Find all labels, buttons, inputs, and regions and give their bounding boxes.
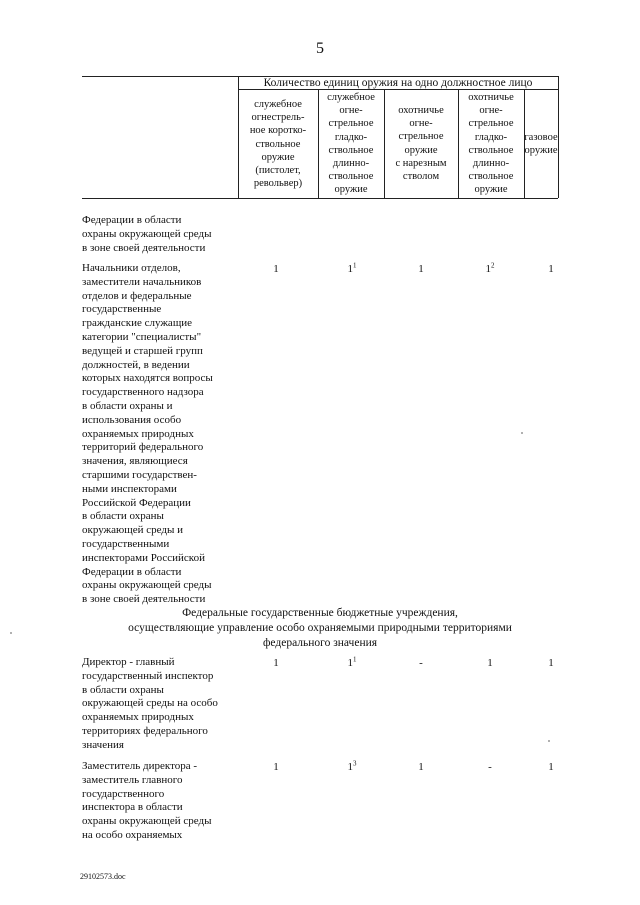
cell-value: 1 — [548, 761, 554, 773]
footnote-marker: 2 — [491, 261, 495, 270]
cell-value: 1 — [418, 761, 424, 773]
table-cell — [470, 263, 510, 275]
table-cell — [401, 263, 441, 275]
cell-value: 1 — [273, 657, 279, 669]
table-cell — [470, 657, 510, 669]
table-cell — [531, 263, 571, 275]
cell-value: - — [488, 761, 492, 773]
row-label: Федерации в области охраны окружающей среды в зоне своей деятельности — [82, 214, 212, 254]
column-header: охотничье огне- стрельное гладко- ствольное длинно- ствольное оружие — [468, 92, 514, 196]
footnote-marker: 3 — [353, 759, 357, 768]
row-label: Директор - главный государственный инспектор в области охраны окружающей среды на особо охраняемых природных территориях федерального значения — [82, 656, 218, 751]
group-header-rule — [238, 89, 558, 90]
table-cell — [332, 263, 372, 275]
column-header: газовое оружие — [524, 132, 558, 157]
row-label: Начальники отделов, заместители начальников отделов и федеральные государственные гражданские служащие категории "специалисты" ведущей и старшей групп должностей, в ведении которых находятся вопросы государственного надзора в области охраны и использования особо охраняемых природных территорий федерального значения, являющиеся старшими государствен- ными инспекторами Российской Федерации в области охраны окружающей среды и государственными инспекторами Российской Федерации в области охраны окружающей среды в зоне своей деятельности — [82, 262, 213, 606]
cell-value: - — [419, 657, 423, 669]
scan-speck — [10, 632, 12, 634]
column-header: охотничье огне- стрельное оружие с нарезным стволом — [395, 105, 447, 183]
col-divider — [558, 76, 559, 198]
cell-value: 1 — [418, 263, 424, 275]
table-cell — [531, 761, 571, 773]
scan-speck — [548, 740, 550, 742]
table-cell — [401, 761, 441, 773]
row-label: Заместитель директора - заместитель главного государственного инспектора в области охраны окружающей среды на особо охраняемых — [82, 760, 212, 841]
cell-value: 1 — [273, 761, 279, 773]
column-header: служебное огне- стрельное гладко- ствольное длинно- ствольное оружие — [327, 92, 375, 196]
footnote-marker: 1 — [353, 261, 357, 270]
cell-value: 1 — [347, 657, 353, 669]
cell-value: 1 — [347, 263, 353, 275]
document-filename: 29102573.doc — [80, 872, 126, 881]
scan-speck — [521, 432, 523, 434]
table-header-bottom-rule — [82, 198, 558, 199]
table-cell — [531, 657, 571, 669]
table-cell — [256, 263, 296, 275]
cell-value: 1 — [548, 657, 554, 669]
table-cell — [332, 761, 372, 773]
group-header: Количество единиц оружия на одно должностное лицо — [263, 77, 533, 89]
section-title: Федеральные государственные бюджетные учреждения, осуществляющие управление особо охраняемыми природными территориями федерального значения — [128, 607, 512, 649]
cell-value: 1 — [273, 263, 279, 275]
footnote-marker: 1 — [353, 655, 357, 664]
table-cell — [256, 657, 296, 669]
table-cell — [332, 657, 372, 669]
table-cell — [470, 761, 510, 773]
table-cell — [256, 761, 296, 773]
column-header: служебное огнестрель- ное коротко- ствольное оружие (пистолет, револьвер) — [249, 99, 307, 190]
cell-value: 1 — [485, 263, 491, 275]
cell-value: 1 — [347, 761, 353, 773]
table-cell — [401, 657, 441, 669]
cell-value: 1 — [487, 657, 493, 669]
page-number: 5 — [316, 40, 324, 57]
cell-value: 1 — [548, 263, 554, 275]
